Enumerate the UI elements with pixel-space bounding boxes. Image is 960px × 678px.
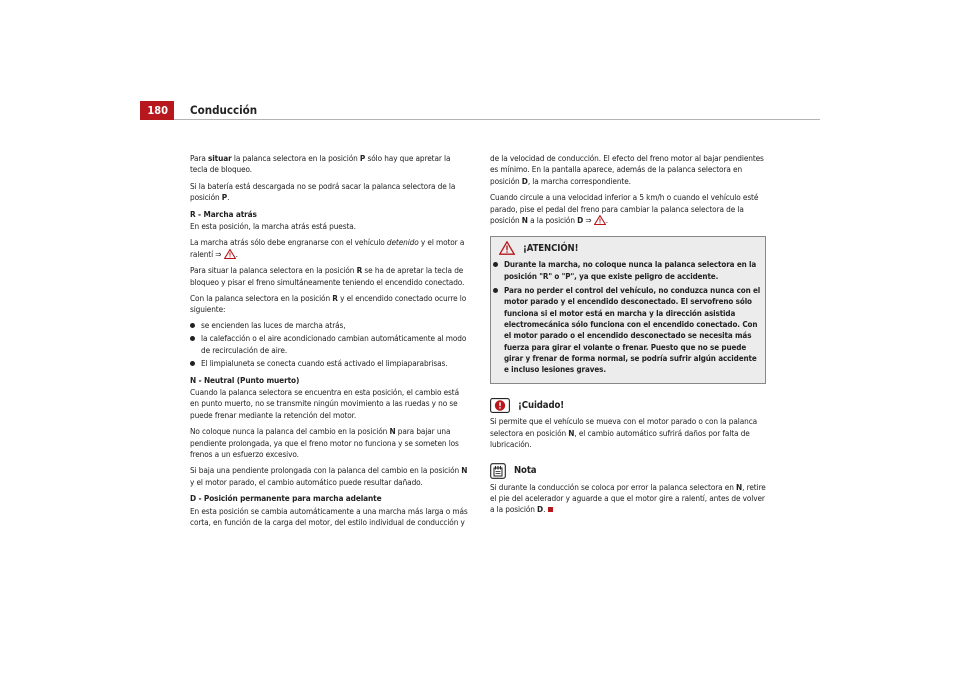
caution-heading: ¡Cuidado! bbox=[490, 398, 770, 413]
bullet-icon bbox=[493, 288, 498, 293]
bullet-icon bbox=[190, 361, 195, 366]
warning-triangle-icon bbox=[499, 241, 515, 255]
paragraph-r-1: En esta posición, la marcha atrás está puesta. bbox=[190, 221, 356, 232]
warning-triangle-icon bbox=[594, 215, 606, 225]
caution-icon bbox=[490, 398, 510, 413]
paragraph-r-3: Para situar la palanca selectora en la posición R se ha de apretar la tecla de bloqueo y pisar el freno simultáneamente teniendo el encendido conectado. bbox=[190, 265, 465, 287]
bullet-icon bbox=[190, 323, 195, 328]
section-heading-d: D - Posición permanente para marcha adelante bbox=[190, 493, 382, 504]
paragraph-d-1: En esta posición se cambia automáticamente a una marcha más larga o más corta, en función de la carga del motor, del estilo individual de conducción y bbox=[190, 505, 468, 527]
list-item: Durante la marcha, no coloque nunca la palanca selectora en la posición "R" o "P", ya que existe peligro de accidente. bbox=[493, 259, 761, 282]
bullet-icon bbox=[190, 336, 195, 341]
list-item: El limpialuneta se conecta cuando está activado el limpiaparabrisas. bbox=[190, 358, 470, 369]
left-column bbox=[190, 153, 470, 533]
warning-title: ¡ATENCIÓN! bbox=[491, 237, 765, 259]
page-number: 180 bbox=[140, 101, 174, 120]
section-heading-r: R - Marcha atrás bbox=[190, 208, 257, 219]
paragraph-n-3: Si baja una pendiente prolongada con la palanca del cambio en la posición N y el motor parado, el cambio automático puede resultar dañado. bbox=[190, 465, 468, 487]
page-title: Conducción bbox=[190, 103, 258, 117]
paragraph-n-2: No coloque nunca la palanca del cambio en la posición N para bajar una pendiente prolongada, ya que el freno motor no funciona y se someten los frenos a un esfuerzo excesivo. bbox=[190, 426, 459, 459]
bullet-icon bbox=[493, 262, 498, 267]
list-item: Para no perder el control del vehículo, no conduzca nunca con el motor parado y el encendido desconectado. El servofreno sólo funciona si el motor está en marcha y la dirección asistida electromecánica sólo funciona con el encendido conectado. Con el motor parado o el encendido desconectado se necesita más fuerza para girar el volante o frenar. Puesto que no se puede girar y frenar de forma normal, se podría sufrir algún accidente e incluso lesiones graves. bbox=[493, 285, 761, 375]
caution-text: Si permite que el vehículo se mueva con el motor parado o con la palanca selectora en posición N, el cambio automático sufrirá daños por falta de lubricación. bbox=[490, 416, 758, 450]
list-item: se encienden las luces de marcha atrás, bbox=[190, 320, 470, 331]
paragraph-n-1: Cuando la palanca selectora se encuentra en esta posición, el cambio está en punto muerto, no se transmite ningún movimiento a las ruedas y no se puede frenar mediante la retención del motor. bbox=[190, 386, 459, 420]
end-of-section-marker bbox=[548, 507, 553, 512]
paragraph-situar: Para situar la palanca selectora en la posición P sólo hay que apretar la tecla de bloqueo. bbox=[190, 153, 451, 175]
header-rule bbox=[174, 119, 820, 120]
list-item: la calefacción o el aire acondicionado cambian automáticamente al modo de recirculación de aire. bbox=[190, 333, 470, 356]
section-heading-n: N - Neutral (Punto muerto) bbox=[190, 374, 300, 385]
warning-box bbox=[490, 236, 766, 384]
note-heading: Nota bbox=[490, 463, 770, 479]
note-icon bbox=[490, 463, 506, 479]
warning-triangle-icon bbox=[224, 249, 236, 259]
paragraph-slow-speed: Cuando circule a una velocidad inferior a 5 km/h o cuando el vehículo esté parado, pise el pedal del freno para cambiar la palanca selectora de la posición N a la posición D ⇒ . bbox=[490, 192, 759, 226]
paragraph-r-4: Con la palanca selectora en la posición R y el encendido conectado ocurre lo siguiente: bbox=[190, 293, 467, 315]
right-column bbox=[490, 153, 770, 521]
note-text: Si durante la conducción se coloca por error la palanca selectora en N, retire el pie del acelerador y aguarde a que el motor gire a ralentí, antes de volver a la posición D. bbox=[490, 481, 766, 515]
paragraph-r-2: La marcha atrás sólo debe engranarse con el vehículo detenido y el motor a ralentí ⇒ . bbox=[190, 237, 465, 259]
paragraph-battery: Si la batería está descargada no se podrá sacar la palanca selectora de la posición P. bbox=[190, 180, 456, 203]
paragraph-d-cont: de la velocidad de conducción. El efecto del freno motor al bajar pendientes es mínimo. En la pantalla aparece, además de la palanca selectora en posición D, la marcha correspondiente. bbox=[490, 153, 764, 186]
